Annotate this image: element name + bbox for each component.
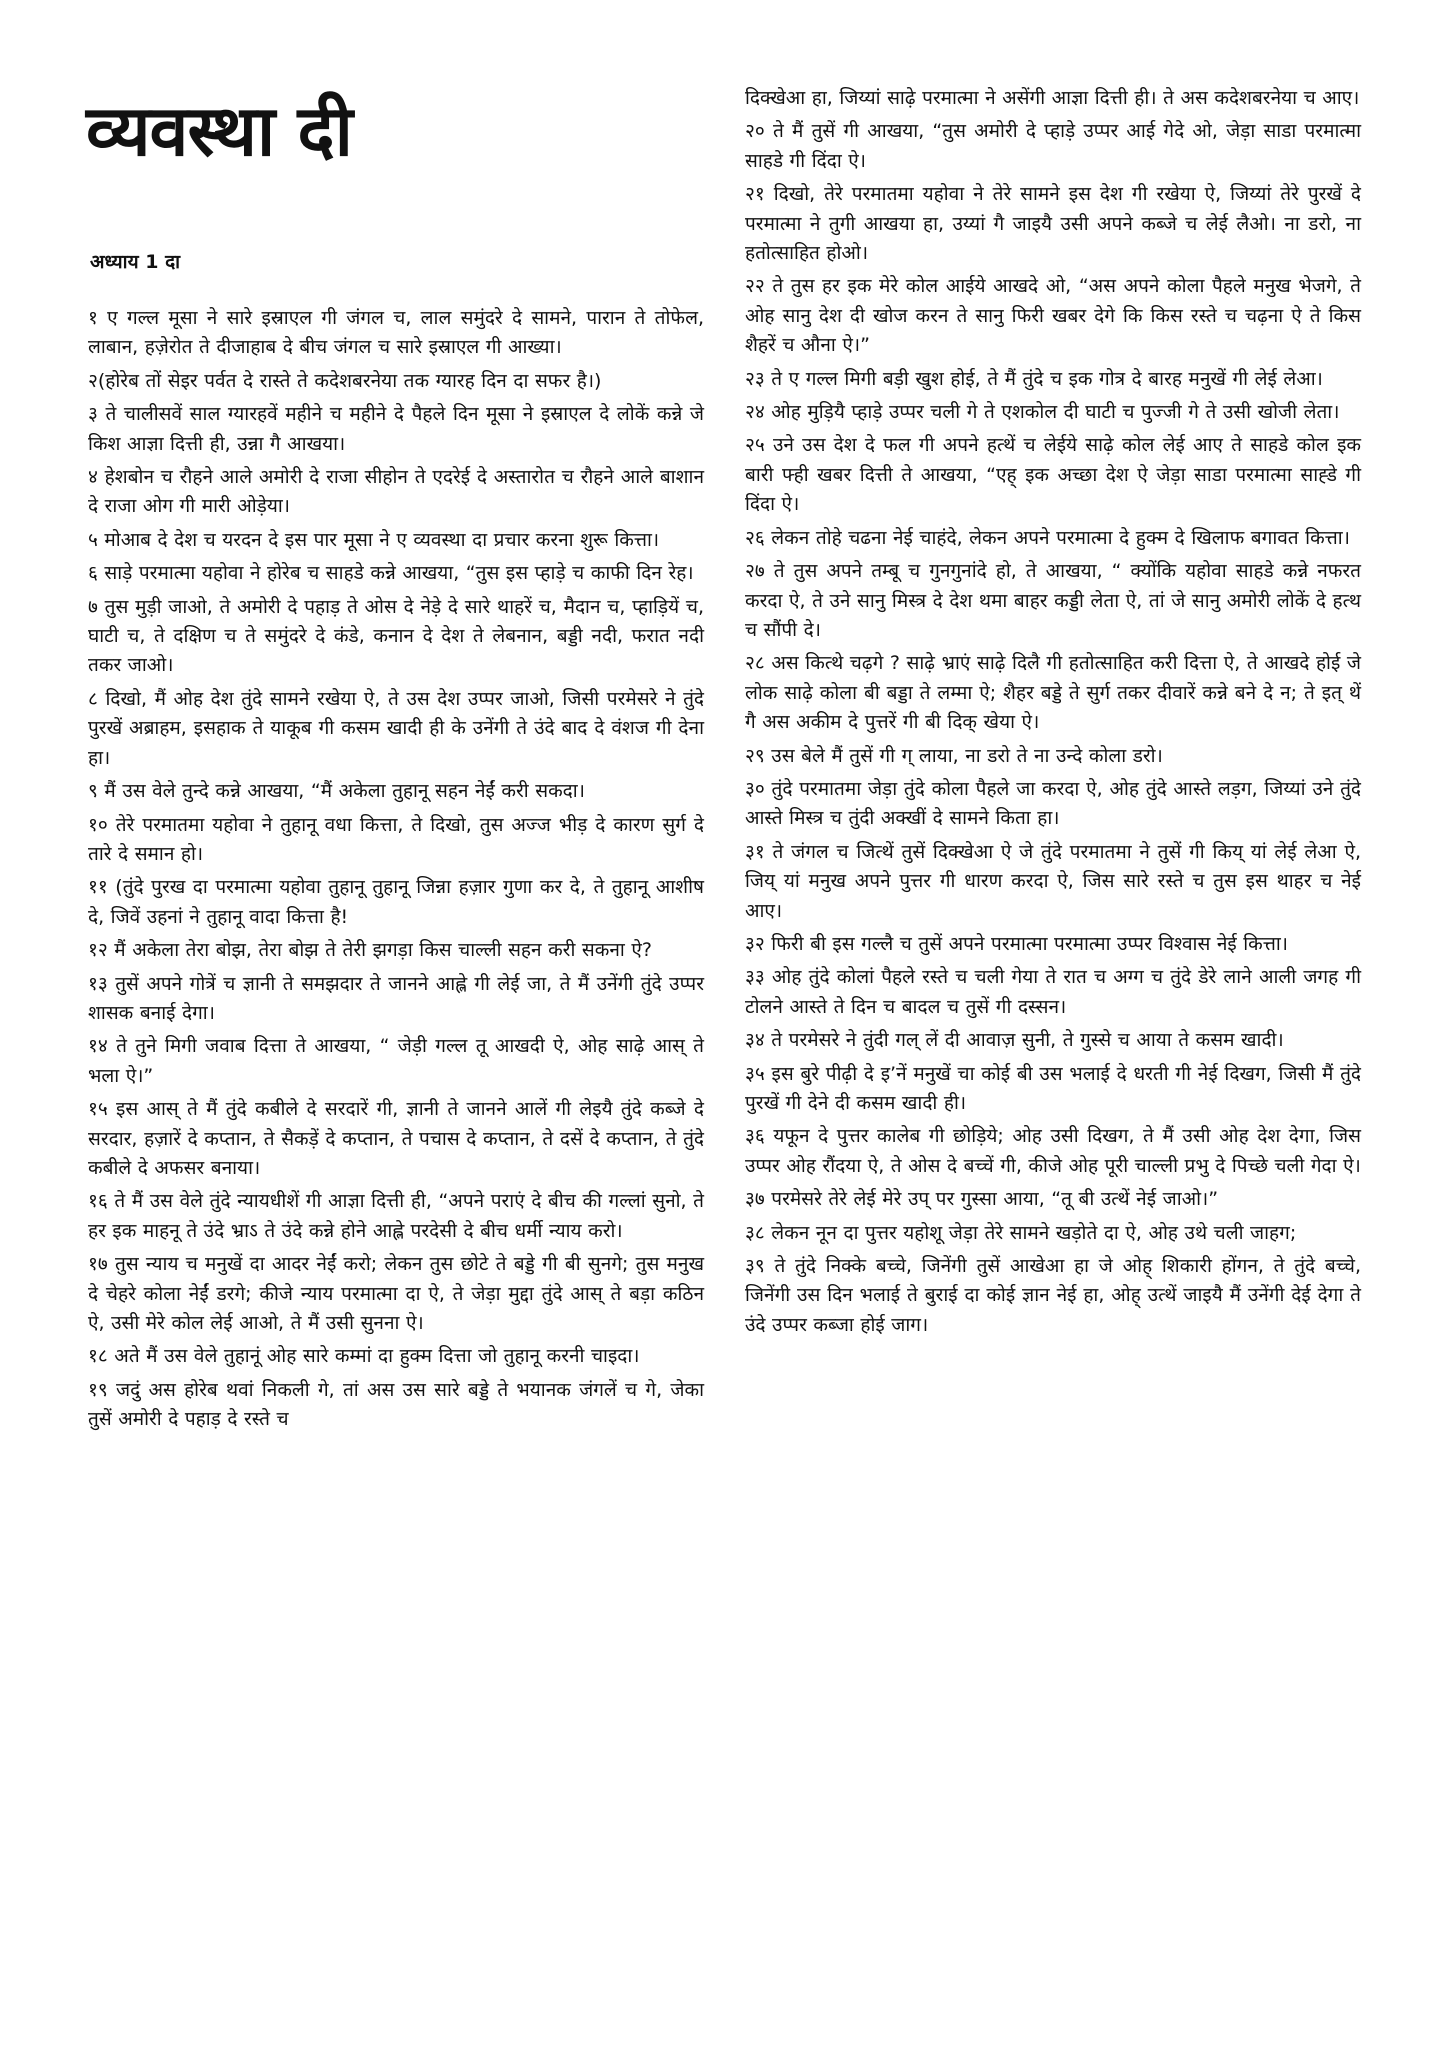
right-column — [745, 84, 1361, 1344]
chapter-heading: अध्याय 1 दा — [90, 251, 181, 273]
verse: १७ तुस न्याय च मनुखें दा आदर नेईं करो; लेकन तुस छोटे ते बड्डे गी बी सुनगे; तुस मनुख दे चेहरे कोला नेईं डरगे; कीजे न्याय परमात्मा दा ऐ, ते जेड़ा मुद्दा तुंदे आस् ते बड़ा कठिन ऐ, उसी मेरे कोल लेई आओ, ते मैं उसी सुनना ऐ। — [88, 1253, 704, 1334]
verse: ३१ ते जंगल च जित्थें तुसें दिक्खेआ ऐ जे तुंदे परमातमा ने तुसें गी किय् यां लेई लेआ ऐ, जिय् यां मनुख अपने पुत्तर गी धारण करदा ऐ, जिस सारे रस्ते च तुस इस थाहर च नेई आए। — [745, 840, 1361, 922]
verse: २८ अस कित्थे चढ़गे ? साढ़े भ्राएं साढ़े दिलै गी हतोत्साहित करी दित्ता ऐ, ते आखदे होई जे लोक साढ़े कोला बी बड्डा ते लम्मा ऐ; शैहर बड्डे ते सुर्ग तकर दीवारें कन्ने बने दे न; ते इत् थें गै अस अकीम दे पुत्तरें गी बी दिक् खेया ऐ। — [745, 652, 1362, 734]
verse: १ ए गल्ल मूसा ने सारे इस्राएल गी जंगल च, लाल समुंदरे दे सामने, पारान ते तोफेल, लाबान, हज़ेरोत ते दीजाहाब दे बीच जंगल च सारे इस्राएल गी आख्या। — [88, 307, 704, 359]
verse: ६ साड़े परमात्मा यहोवा ने होरेब च साहडे कन्ने आखया, “तुस इस प्हाड़े च काफी दिन रेह। — [88, 562, 694, 585]
verse: १६ ते मैं उस वेले तुंदे न्यायधीशें गी आज्ञा दित्ती ही, “अपने पराएं दे बीच की गल्लां सुनो, ते हर इक माहनू ते उंदे भ्राऽ ते उंदे कन्ने होने आह्ले परदेसी दे बीच धर्मी न्याय करो। — [88, 1190, 704, 1242]
verse: २३ ते ए गल्ल मिगी बड़ी खुश होई, ते मैं तुंदे च इक गोत्र दे बारह मनुखें गी लेई लेआ। — [745, 367, 1323, 390]
verse: २२ ते तुस हर इक मेरे कोल आईये आखदे ओ, “अस अपने कोला पैहले मनुख भेजगे, ते ओह सानु देश दी खोज करन ते सानु फिरी खबर देगे कि किस रस्ते च चढ़ना ऐ ते किस शैहरें च औना ऐ।” — [745, 275, 1361, 357]
left-column — [88, 304, 704, 1439]
verse: ११ (तुंदे पुरख दा परमात्मा यहोवा तुहानू तुहानू जिन्ना हज़ार गुणा कर दे, ते तुहानू आशीष दे, जिवें उहनां ने तुहानू वादा कित्ता है! — [88, 876, 704, 928]
verse: २० ते मैं तुसें गी आखया, “तुस अमोरी दे प्हाड़े उप्पर आई गेदे ओ, जेड़ा साडा परमात्मा साहडे गी दिंदा ऐ। — [745, 120, 1361, 172]
verse: ३५ इस बुरे पीढ़ी दे इ’नें मनुखें चा कोई बी उस भलाई दे धरती गी नेई दिखग, जिसी मैं तुंदे पुरखें गी देने दी कसम खादी ही। — [745, 1062, 1361, 1114]
verse: ३८ लेकन नून दा पुत्तर यहोशू जेड़ा तेरे सामने खड़ोते दा ऐ, ओह उथे चली जाहग; — [745, 1221, 1297, 1244]
verse: १८ अते मैं उस वेले तुहानूं ओह सारे कम्मां दा हुक्म दित्ता जो तुहानू करनी चाइदा। — [88, 1345, 640, 1368]
verse: ५ मोआब दे देश च यरदन दे इस पार मूसा ने ए व्यवस्था दा प्रचार करना शुरू कित्ता। — [88, 528, 660, 551]
verse: ३९ ते तुंदे निक्के बच्चे, जिनेंगी तुसें आखेआ हा जे ओह् शिकारी होंगन, ते तुंदे बच्चे, जिनेंगी उस दिन भलाई ते बुराई दा कोई ज्ञान नेई हा, ओह् उत्थें जाइयै मैं उनेंगी देई देगा ते उंदे उप्पर कब्जा होई जाग। — [745, 1255, 1361, 1336]
verse: ७ तुस मुड़ी जाओ, ते अमोरी दे पहाड़ ते ओस दे नेड़े दे सारे थाहरें च, मैदान च, प्हाड़ियें च, घाटी च, ते दक्षिण च ते समुंदरे दे कंडे, कनान दे देश ते लेबनान, बड्डी नदी, फरात नदी तकर जाओ। — [88, 595, 704, 677]
book-title: व्यवस्था दी — [86, 90, 352, 172]
verse: २५ उने उस देश दे फल गी अपने हत्थें च लेईये साढ़े कोल लेई आए ते साहडे कोल इक बारी फ्ही खबर दित्ती ते आखया, “एह् इक अच्छा देश ऐ जेड़ा साडा परमात्मा साह्डे गी दिंदा ऐ। — [745, 434, 1361, 516]
verse: ३७ परमेसरे तेरे लेई मेरे उप् पर गुस्सा आया, “तू बी उत्थें नेई जाओ।” — [745, 1188, 1219, 1211]
verse: १२ मैं अकेला तेरा बोझ, तेरा बोझ ते तेरी झगड़ा किस चाल्ली सहन करी सकना ऐ? — [88, 939, 652, 962]
verse: २७ ते तुस अपने तम्बू च गुनगुनांदे हो, ते आखया, “ क्योंकि यहोवा साहडे कन्ने नफरत करदा ऐ, ते उने सानु मिस्त्र दे देश थमा बाहर कड्डी लेता ऐ, तां जे सानु अमोरी लोकें दे हत्थ च सौंपी दे। — [745, 560, 1361, 641]
verse: २(होरेब तों सेइर पर्वत दे रास्ते ते कदेशबरनेया तक ग्यारह दिन दा सफर है।) — [88, 369, 602, 392]
verse: २९ उस बेले मैं तुसें गी ग् लाया, ना डरो ते ना उन्दे कोला डरो। — [745, 744, 1163, 767]
verse: २१ दिखो, तेरे परमातमा यहोवा ने तेरे सामने इस देश गी रखेया ऐ, जिय्यां तेरे पुरखें दे परमात्मा ने तुगी आखया हा, उय्यां गै जाइयै उसी अपने कब्जे च लेई लैओ। ना डरो, ना हतोत्साहित होओ। — [745, 183, 1361, 265]
verse: १९ जदुं अस होरेब थवां निकली गे, तां अस उस सारे बड्डे ते भयानक जंगलें च गे, जेका तुसें अमोरी दे पहाड़ दे रस्ते च — [88, 1378, 704, 1431]
verse: ३२ फिरी बी इस गल्लै च तुसें अपने परमात्मा परमात्मा उप्पर विश्वास नेई कित्ता। — [745, 932, 1289, 955]
verse: ३६ यफून दे पुत्तर कालेब गी छोड़िये; ओह उसी दिखग, ते मैं उसी ओह देश देगा, जिस उप्पर ओह रौंदया ऐ, ते ओस दे बच्चें गी, कीजे ओह पूरी चाल्ली प्रभु दे पिच्छे चली गेदा ऐ। — [745, 1125, 1361, 1177]
verse: २४ ओह मुड़ियै प्हाड़े उप्पर चली गे ते एशकोल दी घाटी च पुज्जी गे ते उसी खोजी लेता। — [745, 401, 1340, 424]
verse: १३ तुसें अपने गोत्रें च ज्ञानी ते समझदार ते जानने आह्ले गी लेई जा, ते मैं उनेंगी तुंदे उप्पर शासक बनाई देगा। — [88, 972, 704, 1024]
verse: ३० तुंदे परमातमा जेड़ा तुंदे कोला पैहले जा करदा ऐ, ओह तुंदे आस्ते लड़ग, जिय्यां उने तुंदे आस्ते मिस्त्र च तुंदी अक्खीं दे सामने किता हा। — [745, 777, 1361, 830]
verse: ३३ ओह तुंदे कोलां पैहले रस्ते च चली गेया ते रात च अग्ग च तुंदे डेरे लाने आली जगह गी टोलने आस्ते ते दिन च बादल च तुसें गी दस्सन। — [745, 966, 1361, 1018]
verse: दिक्खेआ हा, जिय्यां साढ़े परमात्मा ने असेंगी आज्ञा दित्ती ही। ते अस कदेशबरनेया च आए। — [745, 87, 1360, 109]
verse: १४ ते तुने मिगी जवाब दित्ता ते आखया, “ जेड़ी गल्ल तू आखदी ऐ, ओह साढ़े आस् ते भला ऐ।” — [88, 1035, 704, 1087]
verse: ९ मैं उस वेले तुन्दे कन्ने आखया, “मैं अकेला तुहानू सहन नेईं करी सकदा। — [88, 780, 585, 803]
verse: २६ लेकन तोहे चढना नेई चाहंदे, लेकन अपने परमात्मा दे हुक्म दे खिलाफ बगावत कित्ता। — [745, 526, 1350, 549]
verse: ४ हेशबोन च रौहने आले अमोरी दे राजा सीहोन ते एदरेई दे अस्तारोत च रौहने आले बाशान दे राजा ओग गी मारी ओड़ेया। — [88, 466, 704, 518]
verse: ८ दिखो, मैं ओह देश तुंदे सामने रखेया ऐ, ते उस देश उप्पर जाओ, जिसी परमेसरे ने तुंदे पुरखें अब्राहम, इसहाक ते याकूब गी कसम खादी ही के उनेंगी ते उंदे बाद दे वंशज गी देना हा। — [88, 687, 704, 769]
verse: ३ ते चालीसवें साल ग्यारहवें महीने च महीने दे पैहले दिन मूसा ने इस्राएल दे लोकें कन्ने जे किश आज्ञा दित्ती ही, उन्ना गै आखया। — [88, 403, 704, 455]
verse: १० तेरे परमातमा यहोवा ने तुहानू वधा कित्ता, ते दिखो, तुस अज्ज भीड़ दे कारण सुर्ग दे तारे दे समान हो। — [88, 813, 704, 865]
verse: १५ इस आस् ते मैं तुंदे कबीले दे सरदारें गी, ज्ञानी ते जानने आलें गी लेइयै तुंदे कब्जे दे सरदार, हज़ारें दे कप्तान, ते सैकड़ें दे कप्तान, ते पचास दे कप्तान, ते दसें दे कप्तान, ते तुंदे कबीले दे अफसर बनाया। — [88, 1098, 704, 1179]
verse: ३४ ते परमेसरे ने तुंदी गल् लें दी आवाज़ सुनी, ते गुस्से च आया ते कसम खादी। — [745, 1029, 1284, 1052]
